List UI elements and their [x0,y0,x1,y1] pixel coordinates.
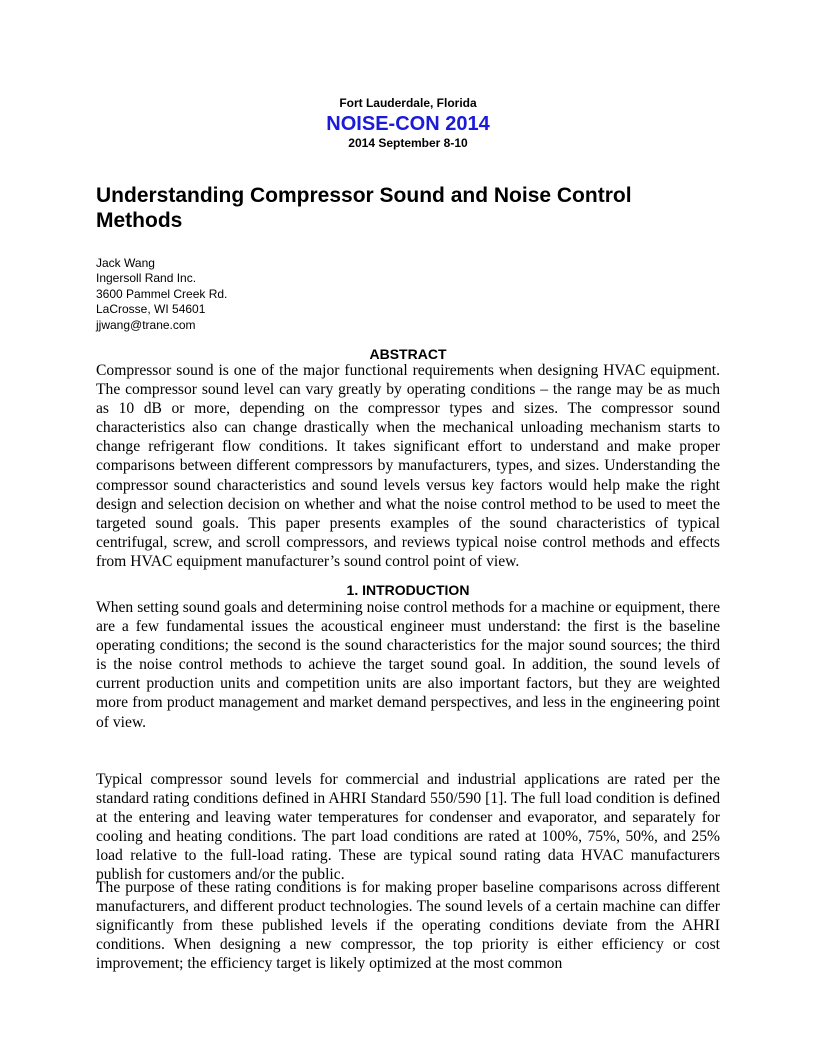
conference-dates: 2014 September 8-10 [348,136,468,150]
author-affiliation: Ingersoll Rand Inc. [96,271,197,286]
abstract-heading: ABSTRACT [369,346,447,362]
conference-name: NOISE-CON 2014 [326,113,490,135]
author-street: 3600 Pammel Creek Rd. [96,286,228,301]
introduction-heading: 1. INTRODUCTION [346,582,470,598]
author-name: Jack Wang [96,256,155,270]
introduction-paragraph: Typical compressor sound levels for commercial and industrial applications are rated per the standard rating conditions defined in AHRI Standard 550/590 [1]. The full load condition is defined at the entering and leaving water temperatures for condenser and evaporator, and separately for cooling and heating conditions. The part load conditions are rated at 100%, 75%, 50%, and 25% load relative to the full-load rating. These are typical sound rating data HVAC manufacturers publish for customers and/or the public. [96,771,720,884]
author-city: LaCrosse, WI 54601 [96,302,206,317]
author-block [96,256,496,333]
conference-location: Fort Lauderdale, Florida [339,96,477,110]
author-email: jjwang@trane.com [96,317,196,332]
introduction-paragraph: When setting sound goals and determining noise control methods for a machine or equipment, there are a few fundamental issues the acoustical engineer must understand: the first is the baseline operating conditions; the second is the sound characteristics for the major sound sources; the third is the noise control methods to achieve the target sound goal. In addition, the sound levels of current production units and competition units are also important factors, but they are weighted more from product management and market demand perspectives, and less in the engineering point of view. [96,599,720,731]
paper-title: Understanding Compressor Sound and Noise Control Methods [96,184,632,232]
introduction-paragraph: The purpose of these rating conditions is for making proper baseline comparisons across different manufacturers, and different product technologies. The sound levels of a certain machine can differ significantly from these published levels if the operating conditions deviate from the AHRI conditions. When designing a new compressor, the top priority is either efficiency or cost improvement; the efficiency target is likely optimized at the most common [96,879,720,973]
abstract-text: Compressor sound is one of the major functional requirements when designing HVAC equipment. The compressor sound level can vary greatly by operating conditions – the range may be as much as 10 dB or more, depending on the compressor types and sizes. The compressor sound characteristics also can change drastically when the mechanical unloading mechanism starts to change refrigerant flow conditions. It takes significant effort to understand and make proper comparisons between different compressors by manufacturers, types, and sizes. Understanding the compressor sound characteristics and sound levels versus key factors would help make the right design and selection decision on whether and what the noise control method to be used to meet the targeted sound goals. This paper presents examples of the sound characteristics of typical centrifugal, screw, and scroll compressors, and reviews typical noise control methods and effects from HVAC equipment manufacturer’s sound control point of view. [96,362,720,570]
